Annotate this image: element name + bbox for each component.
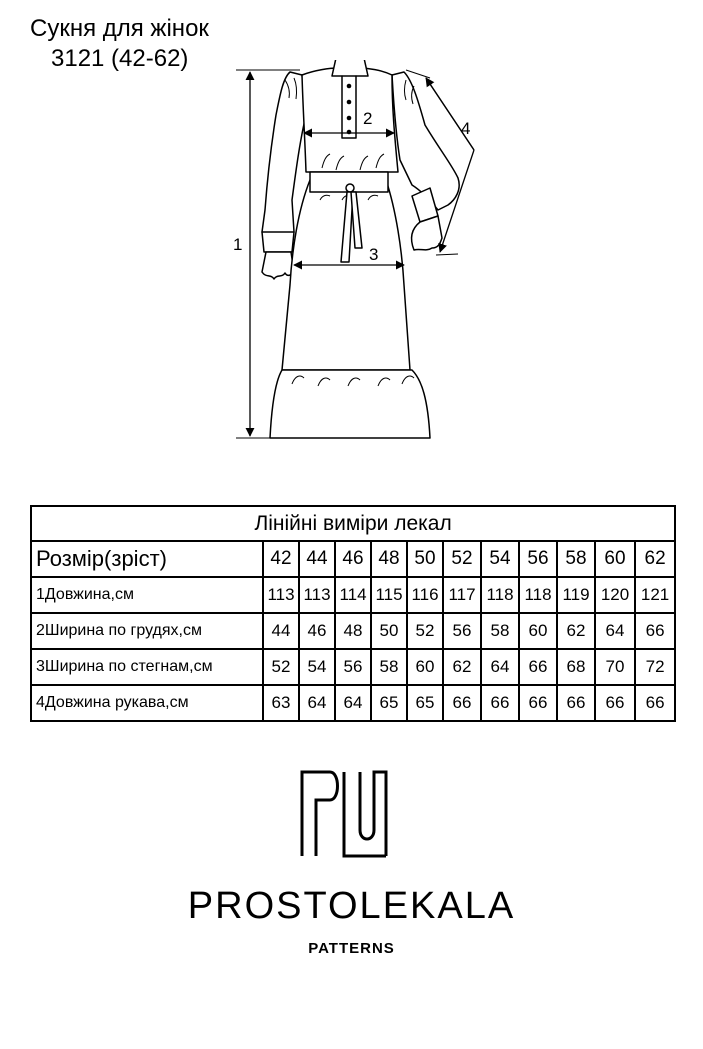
sleeve-line-top — [406, 70, 430, 78]
table-cell: 64 — [481, 649, 519, 685]
chest-label: 2 — [363, 109, 373, 128]
table-cell: 66 — [635, 685, 675, 721]
size-header-cell: 54 — [481, 541, 519, 577]
table-cell: 64 — [595, 613, 635, 649]
table-cell: 58 — [481, 613, 519, 649]
row-label: 3Ширина по стегнам,см — [31, 649, 263, 685]
button-2 — [347, 100, 352, 105]
table-cell: 116 — [407, 577, 443, 613]
table-cell: 66 — [519, 649, 557, 685]
right-ruffle — [412, 216, 442, 250]
brand-name: PROSTOLEKALA — [187, 885, 516, 927]
table-cell: 114 — [335, 577, 371, 613]
table-cell: 65 — [407, 685, 443, 721]
table-caption-row — [31, 506, 675, 541]
table-caption: Лінійні виміри лекал — [31, 506, 675, 541]
brand-subtitle: PATTERNS — [308, 940, 395, 957]
size-header-cell: 56 — [519, 541, 557, 577]
size-header-cell: 52 — [443, 541, 481, 577]
table-cell: 52 — [263, 649, 299, 685]
collar — [332, 60, 368, 76]
table-cell: 54 — [299, 649, 335, 685]
size-header-label: Розмір(зріст) — [31, 541, 263, 577]
table-cell: 52 — [407, 613, 443, 649]
page-subtitle: 3121 (42-62) — [51, 45, 189, 72]
table-cell: 62 — [557, 613, 595, 649]
size-header-row — [31, 541, 675, 577]
table-cell: 65 — [371, 685, 407, 721]
table-cell: 72 — [635, 649, 675, 685]
table-cell: 66 — [519, 685, 557, 721]
table-cell: 58 — [371, 649, 407, 685]
table-cell: 115 — [371, 577, 407, 613]
table-cell: 50 — [371, 613, 407, 649]
button-3 — [347, 116, 352, 121]
table-cell: 68 — [557, 649, 595, 685]
table-cell: 44 — [263, 613, 299, 649]
dress-diagram — [200, 60, 500, 450]
table-row — [31, 649, 675, 685]
sleeve-label: 4 — [461, 119, 471, 138]
brand-logo-mark — [300, 770, 388, 858]
table-cell: 66 — [481, 685, 519, 721]
table-cell: 113 — [263, 577, 299, 613]
table-cell: 70 — [595, 649, 635, 685]
table-row — [31, 685, 675, 721]
table-cell: 60 — [407, 649, 443, 685]
table-cell: 66 — [635, 613, 675, 649]
size-header-cell: 46 — [335, 541, 371, 577]
table-cell: 62 — [443, 649, 481, 685]
left-ruffle — [262, 252, 294, 279]
table-cell: 121 — [635, 577, 675, 613]
size-header-cell: 60 — [595, 541, 635, 577]
size-table-wrap — [30, 505, 674, 722]
table-cell: 46 — [299, 613, 335, 649]
table-row — [31, 577, 675, 613]
table-cell: 113 — [299, 577, 335, 613]
button-1 — [347, 84, 352, 89]
table-cell: 56 — [443, 613, 481, 649]
table-cell: 66 — [443, 685, 481, 721]
size-header-cell: 62 — [635, 541, 675, 577]
table-cell: 64 — [299, 685, 335, 721]
table-row — [31, 613, 675, 649]
hip-label: 3 — [369, 245, 379, 264]
table-cell: 119 — [557, 577, 595, 613]
table-cell: 117 — [443, 577, 481, 613]
row-label: 2Ширина по грудях,см — [31, 613, 263, 649]
belt-buckle — [346, 184, 354, 192]
sleeve-line-bottom — [436, 254, 458, 255]
row-label: 1Довжина,см — [31, 577, 263, 613]
size-header-cell: 50 — [407, 541, 443, 577]
table-cell: 48 — [335, 613, 371, 649]
size-header-cell: 44 — [299, 541, 335, 577]
table-cell: 66 — [557, 685, 595, 721]
left-cuff — [262, 232, 294, 252]
table-cell: 64 — [335, 685, 371, 721]
page-title: Сукня для жінок — [30, 15, 209, 42]
length-label: 1 — [233, 235, 243, 254]
size-header-cell: 42 — [263, 541, 299, 577]
table-cell: 120 — [595, 577, 635, 613]
table-cell: 66 — [595, 685, 635, 721]
size-header-cell: 58 — [557, 541, 595, 577]
table-cell: 118 — [481, 577, 519, 613]
table-cell: 63 — [263, 685, 299, 721]
table-cell: 60 — [519, 613, 557, 649]
table-cell: 56 — [335, 649, 371, 685]
table-cell: 118 — [519, 577, 557, 613]
size-header-cell: 48 — [371, 541, 407, 577]
row-label: 4Довжина рукава,см — [31, 685, 263, 721]
size-table — [30, 505, 676, 722]
